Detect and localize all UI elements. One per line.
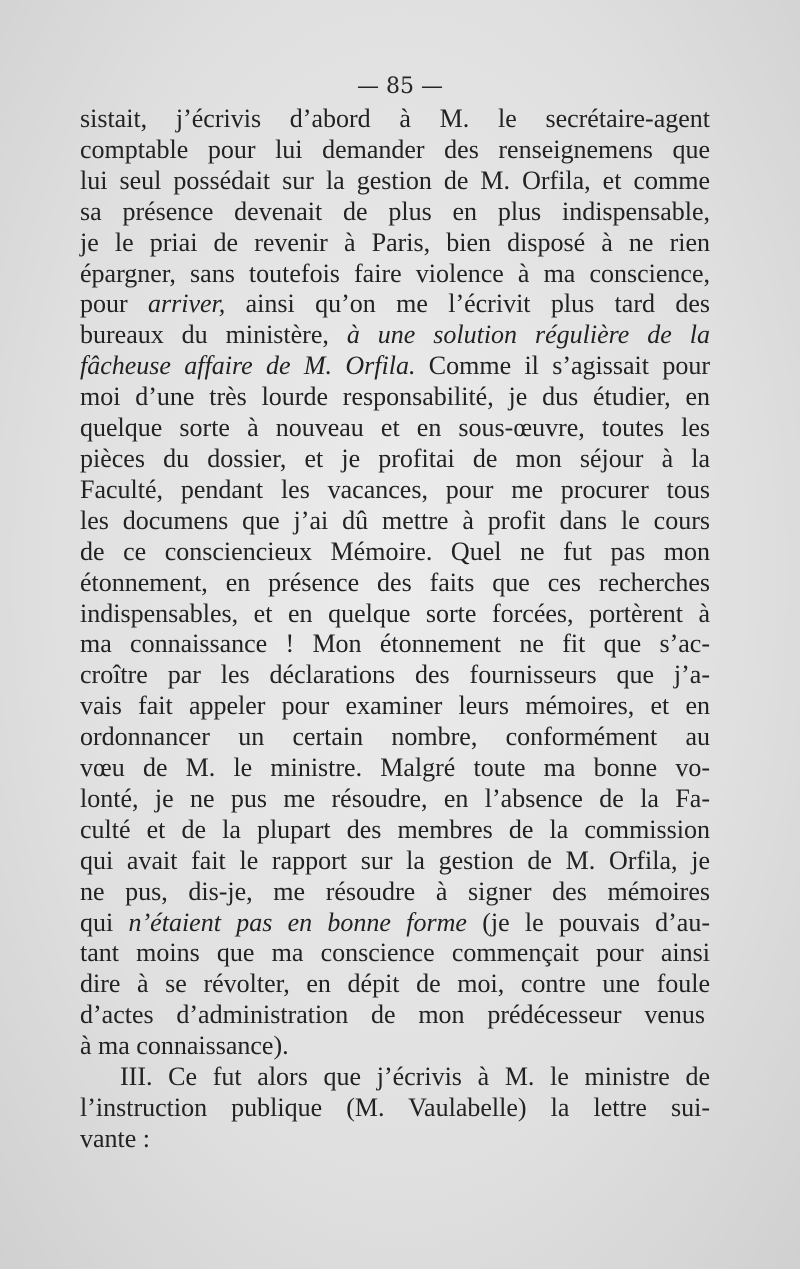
text-line (80, 289, 710, 320)
text-line: comptable pour lui demander des renseignemens que (80, 134, 710, 164)
text-line: lui seul possédait sur la gestion de M. Orfila, et comme (80, 165, 710, 195)
text-line (80, 320, 710, 351)
text-line: qui avait fait le rapport sur la gestion de M. Orfila, je (80, 845, 710, 875)
text-run: qui (80, 907, 129, 937)
text-line: lonté, je ne pus me résoudre, en l’absence de la Fa- (80, 783, 710, 813)
body-text (80, 104, 710, 1155)
text-line: d’actes d’administration de mon prédécesseur venus (80, 1000, 705, 1030)
italic-run: n’étaient pas en bonne forme (128, 907, 467, 937)
text-line: les documens que j’ai dû mettre à profit dans le cours (80, 505, 710, 535)
text-line: ma connaissance ! Mon étonnement ne fit que s’ac- (80, 629, 710, 659)
italic-run: à une solution régulière de la (346, 320, 710, 350)
text-line: à ma connaissance). (80, 1031, 289, 1061)
text-line (80, 351, 710, 382)
text-run: pour (80, 289, 149, 319)
text-line: indispensables, et en quelque sorte forcées, portèrent à (80, 598, 710, 628)
page-number: — 85 — (357, 74, 443, 99)
text-line: Faculté, pendant les vacances, pour me procurer tous (80, 474, 710, 504)
text-line: dire à se révolter, en dépit de moi, contre une foule (80, 969, 710, 999)
text-line: l’instruction publique (M. Vaulabelle) la lettre sui- (80, 1093, 710, 1122)
text-line: étonnement, en présence des faits que ces recherches (80, 567, 710, 597)
italic-run: arriver, (148, 289, 226, 319)
text-run: ainsi qu’on me l’écrivit plus tard des (225, 289, 710, 319)
text-line: épargner, sans toutefois faire violence à ma conscience, (80, 258, 710, 288)
text-line: ordonnancer un certain nombre, conformément au (80, 722, 710, 752)
text-line (80, 908, 710, 939)
text-line: de ce consciencieux Mémoire. Quel ne fut pas mon (80, 536, 710, 566)
text-line: pièces du dossier, et je profitai de mon séjour à la (80, 443, 710, 473)
text-run: Comme il s’agissait pour (415, 351, 711, 381)
text-line: sa présence devenait de plus en plus indispensable, (80, 196, 710, 226)
text-line: sistait, j’écrivis d’abord à M. le secrétaire-agent (80, 104, 710, 133)
text-line: vais fait appeler pour examiner leurs mémoires, et en (80, 691, 710, 721)
text-line: croître par les déclarations des fournisseurs que j’a- (80, 660, 710, 690)
text-run: (je le pouvais d’au- (466, 907, 710, 937)
text-line: quelque sorte à nouveau et en sous-œuvre, toutes les (80, 413, 710, 443)
italic-run: fâcheuse affaire de M. Orfila. (80, 351, 416, 381)
text-line: tant moins que ma conscience commençait pour ainsi (80, 938, 710, 968)
text-line: moi d’une très lourde responsabilité, je dus étudier, en (80, 382, 710, 412)
text-run: bureaux du ministère, (80, 320, 347, 350)
text-line: vœu de M. le ministre. Malgré toute ma bonne vo- (80, 753, 710, 783)
text-line: culté et de la plupart des membres de la commission (80, 814, 710, 844)
text-line: je le priai de revenir à Paris, bien disposé à ne rien (80, 227, 710, 257)
paragraph-start-line: III. Ce fut alors que j’écrivis à M. le ministre de (120, 1062, 710, 1092)
text-line: ne pus, dis-je, me résoudre à signer des mémoires (80, 876, 710, 906)
text-line: vante : (80, 1123, 151, 1153)
